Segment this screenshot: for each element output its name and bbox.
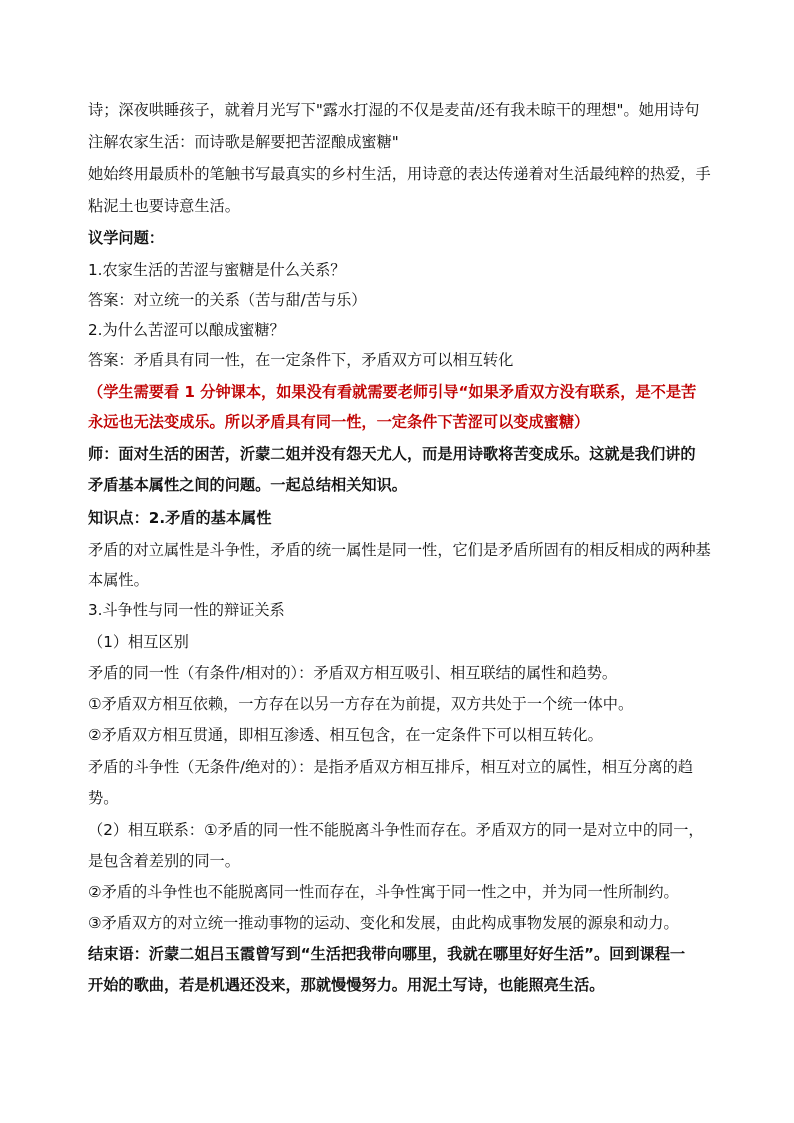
list-item: ①矛盾双方相互依赖，一方存在以另一方存在为前提，双方共处于一个统一体中。	[88, 695, 634, 713]
paragraph-line: 诗；深夜哄睡孩子，就着月光写下"露水打湿的不仅是麦苗/还有我未晾干的理想"。她用诗句	[88, 101, 700, 119]
paragraph-line: 是包含着差别的同一。	[88, 852, 240, 870]
teacher-note: （学生需要看 1 分钟课本，如果没有看就需要老师引导“如果矛盾双方没有联系，是不是苦	[88, 383, 697, 401]
answer-1: 答案：对立统一的关系（苦与甜/苦与乐）	[88, 291, 367, 309]
list-item: ②矛盾双方相互贯通，即相互渗透、相互包含，在一定条件下可以相互转化。	[88, 726, 603, 744]
question-2: 2.为什么苦涩可以酿成蜜糖？	[88, 321, 285, 339]
knowledge-point-heading: 知识点：2.矛盾的基本属性	[88, 509, 272, 527]
answer-2: 答案：矛盾具有同一性，在一定条件下，矛盾双方可以相互转化	[88, 351, 514, 369]
paragraph-line: 本属性。	[88, 571, 149, 589]
paragraph-line: （2）相互联系：①矛盾的同一性不能脱离斗争性而存在。矛盾双方的同一是对立中的同一，	[88, 821, 704, 839]
section-heading: 议学问题：	[88, 229, 164, 247]
closing-remarks: 开始的歌曲，若是机遇还没来，那就慢慢努力。用泥土写诗，也能照亮生活。	[88, 976, 605, 994]
teacher-speech: 矛盾基本属性之间的问题。一起总结相关知识。	[88, 476, 407, 494]
list-item: ②矛盾的斗争性也不能脱离同一性而存在，斗争性寓于同一性之中，并为同一性所制约。	[88, 883, 679, 901]
subsection-heading: （1）相互区别	[88, 633, 189, 651]
teacher-speech: 师：面对生活的困苦，沂蒙二姐并没有怨天尤人，而是用诗歌将苦变成乐。这就是我们讲的	[88, 445, 696, 463]
list-item: ③矛盾双方的对立统一推动事物的运动、变化和发展，由此构成事物发展的源泉和动力。	[88, 914, 679, 932]
teacher-note: 永远也无法变成乐。所以矛盾具有同一性，一定条件下苦涩可以变成蜜糖）	[88, 413, 590, 431]
question-1: 1.农家生活的苦涩与蜜糖是什么关系？	[88, 261, 346, 279]
paragraph-line: 矛盾的对立属性是斗争性，矛盾的统一属性是同一性，它们是矛盾所固有的相反相成的两种基	[88, 541, 711, 559]
subsection-heading: 3.斗争性与同一性的辩证关系	[88, 601, 285, 619]
closing-remarks: 结束语：沂蒙二姐吕玉霞曾写到“生活把我带向哪里，我就在哪里好好生活”。回到课程一	[88, 945, 686, 963]
paragraph-line: 她始终用最质朴的笔触书写最真实的乡村生活，用诗意的表达传递着对生活最纯粹的热爱，手	[88, 165, 711, 183]
paragraph-line: 粘泥土也要诗意生活。	[88, 197, 240, 215]
paragraph-line: 势。	[88, 789, 119, 807]
paragraph-line: 注解农家生活：而诗歌是解要把苦涩酿成蜜糖"	[88, 133, 399, 151]
paragraph-line: 矛盾的同一性（有条件/相对的）：矛盾双方相互吸引、相互联结的属性和趋势。	[88, 664, 618, 682]
paragraph-line: 矛盾的斗争性（无条件/绝对的）：是指矛盾双方相互排斥，相互对立的属性，相互分离的趋	[88, 758, 694, 776]
